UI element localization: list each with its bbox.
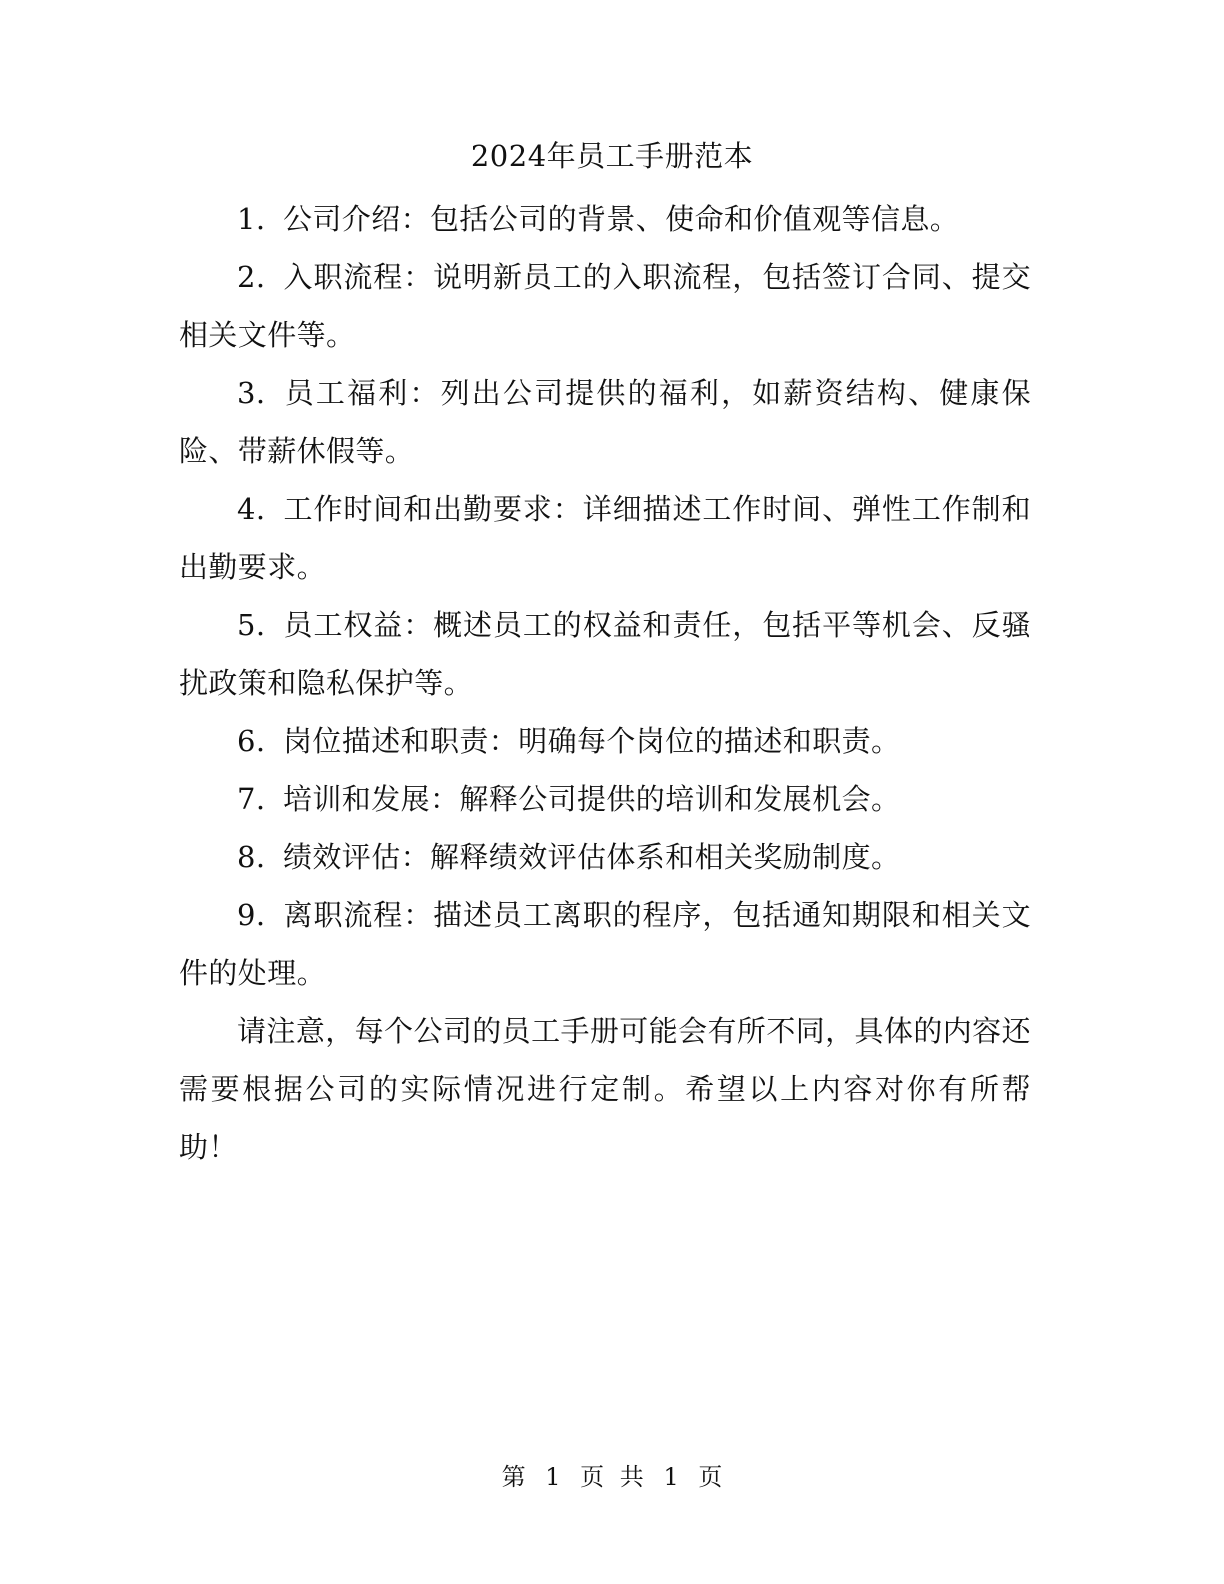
list-item: [179, 364, 1031, 480]
document-title: 2024年员工手册范本: [470, 139, 754, 173]
item-number: 8.: [237, 840, 266, 874]
item-text: 离职流程：描述员工离职的程序，包括通知期限和相关文件的处理。: [179, 898, 1031, 990]
list-item: [179, 596, 1031, 712]
item-text: 绩效评估：解释绩效评估体系和相关奖励制度。: [283, 840, 901, 874]
item-number: 5.: [237, 608, 266, 642]
item-text: 员工权益：概述员工的权益和责任，包括平等机会、反骚扰政策和隐私保护等。: [179, 608, 1031, 700]
footer-page-mid: 页 共: [580, 1463, 644, 1491]
item-number: 9.: [237, 898, 266, 932]
footer-page-number: 1: [545, 1463, 561, 1491]
item-text: 员工福利：列出公司提供的福利，如薪资结构、健康保险、带薪休假等。: [179, 376, 1031, 468]
list-item: [179, 248, 1031, 364]
footer-page-prefix: 第: [501, 1463, 526, 1491]
item-number: 2.: [237, 260, 266, 294]
item-number: 6.: [237, 724, 266, 758]
item-number: 3.: [237, 376, 266, 410]
list-item: [179, 190, 1031, 248]
item-text: 入职流程：说明新员工的入职流程，包括签订合同、提交相关文件等。: [179, 260, 1031, 352]
list-item: [179, 828, 1031, 886]
list-item: [179, 886, 1031, 1002]
footer-page-suffix: 页: [698, 1463, 723, 1491]
closing-paragraph: 请注意，每个公司的员工手册可能会有所不同，具体的内容还需要根据公司的实际情况进行定制。希望以上内容对你有所帮助！: [179, 1014, 1031, 1164]
item-number: 7.: [237, 782, 266, 816]
item-number: 1.: [237, 202, 266, 236]
item-text: 公司介绍：包括公司的背景、使命和价值观等信息。: [283, 202, 960, 236]
list-item: [179, 712, 1031, 770]
page-footer: [0, 1460, 1224, 1494]
item-text: 岗位描述和职责：明确每个岗位的描述和职责。: [283, 724, 901, 758]
item-text: 培训和发展：解释公司提供的培训和发展机会。: [283, 782, 901, 816]
list-item: [179, 480, 1031, 596]
footer-page-total: 1: [663, 1463, 679, 1491]
item-number: 4.: [237, 492, 266, 526]
document-body: [179, 190, 1031, 1176]
list-item: [179, 770, 1031, 828]
item-text: 工作时间和出勤要求：详细描述工作时间、弹性工作制和出勤要求。: [179, 492, 1031, 584]
